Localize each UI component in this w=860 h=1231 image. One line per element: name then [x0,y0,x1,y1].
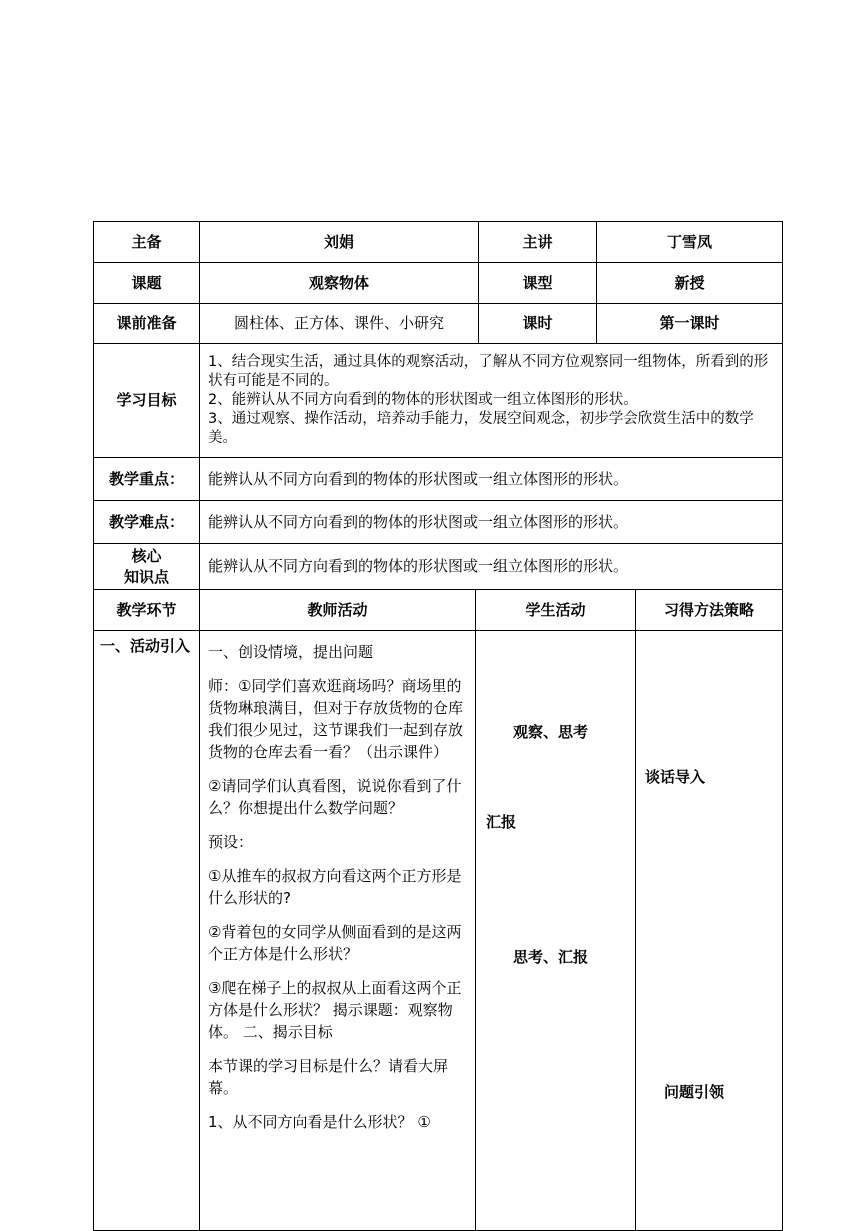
student-item: 观察、思考 [513,723,589,741]
preparer-label: 主备 [94,222,200,263]
key-point-row [94,458,783,501]
difficulty-row [94,501,783,544]
teacher-paragraph: 预设： [208,833,254,851]
objectives-table [93,343,783,590]
core-knowledge-value: 能辨认从不同方向看到的物体的形状图或一组立体图形的形状。 [200,544,783,590]
prep-label: 课前准备 [94,304,200,344]
header-stage: 教学环节 [94,590,200,631]
core-knowledge-label [94,544,200,590]
teacher-paragraph: ②请同学们认真看图，说说你看到了什么？你想提出什么数学问题？ [208,777,462,817]
period-label: 课时 [479,304,597,344]
difficulty-value: 能辨认从不同方向看到的物体的形状图或一组立体图形的形状。 [200,501,783,544]
lesson-info-table [93,221,783,344]
header-method-strategy: 习得方法策略 [636,590,783,631]
topic-value: 观察物体 [200,263,479,304]
goal-item: 2、能辨认从不同方向看到的物体的形状图或一组立体图形的形状。 [208,392,638,408]
teacher-activity-cell [200,631,476,1231]
teacher-paragraph: ①从推车的叔叔方向看这两个正方形是什么形状的? [208,867,462,907]
info-row-preparer [94,222,783,263]
core-knowledge-row [94,544,783,590]
lesson-type-value: 新授 [597,263,783,304]
stage-label: 一、活动引入 [100,637,191,655]
goal-item: 1、结合现实生活，通过具体的观察活动，了解从不同方位观察同一组物体，所看到的形状有可能是不同的。 [208,354,769,389]
key-point-label: 教学重点： [94,458,200,501]
preparer-value: 刘娟 [200,222,479,263]
goal-item: 3、通过观察、操作活动，培养动手能力，发展空间观念，初步学会欣赏生活中的数学美。 [208,411,754,446]
header-teacher-activity: 教师活动 [200,590,476,631]
difficulty-label: 教学难点： [94,501,200,544]
period-value: 第一课时 [597,304,783,344]
lesson-type-label: 课型 [479,263,597,304]
teaching-process-table [93,589,783,1231]
topic-label: 课题 [94,263,200,304]
process-header-row [94,590,783,631]
method-item: 谈话导入 [645,768,706,786]
goals-content [200,344,783,458]
teacher-paragraph: 本节课的学习目标是什么？请看大屏幕。 [208,1057,449,1097]
core-label-line1: 核心 [131,546,162,565]
method-item: 问题引领 [664,1083,725,1101]
teacher-paragraph: 1、从不同方向看是什么形状？ ① [208,1113,431,1131]
core-label-line2: 知识点 [123,567,169,586]
header-student-activity: 学生活动 [476,590,636,631]
student-item: 汇报 [486,813,517,831]
method-strategy-cell [636,631,783,1231]
process-row-intro [94,631,783,1231]
info-row-prep [94,304,783,344]
student-activity-cell [476,631,636,1231]
stage-cell [94,631,200,1231]
info-row-topic [94,263,783,304]
teacher-paragraph: 师：①同学们喜欢逛商场吗？商场里的货物琳琅满目，但对于存放货物的仓库我们很少见过，这节课我们一起到存放货物的仓库去看一看？（出示课件） [208,677,464,761]
key-point-value: 能辨认从不同方向看到的物体的形状图或一组立体图形的形状。 [200,458,783,501]
prep-value: 圆柱体、正方体、课件、小研究 [200,304,479,344]
teacher-paragraph: ③爬在梯子上的叔叔从上面看这两个正方体是什么形状？ 揭示课题：观察物体。 二、揭示目标 [208,979,462,1041]
lecturer-value: 丁雪凤 [597,222,783,263]
goals-row [94,344,783,458]
student-item: 思考、汇报 [513,948,589,966]
goals-label: 学习目标 [94,344,200,458]
teacher-paragraph: 一、创设情境，提出问题 [208,643,374,661]
lecturer-label: 主讲 [479,222,597,263]
teacher-paragraph: ②背着包的女同学从侧面看到的是这两个正方体是什么形状？ [208,923,462,963]
